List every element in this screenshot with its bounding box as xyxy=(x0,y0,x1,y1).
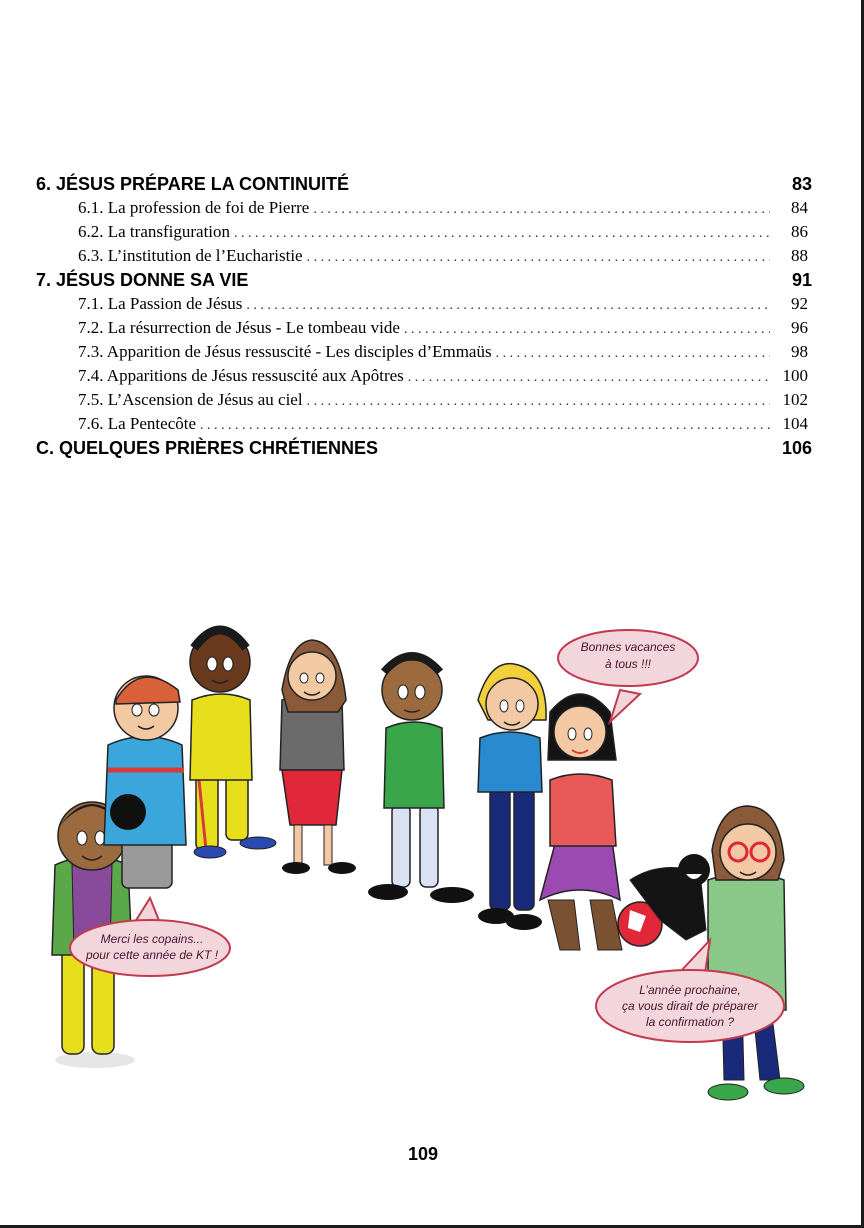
toc-heading-section-7[interactable] xyxy=(36,268,812,292)
child-figure-glasses-girl xyxy=(708,806,804,1100)
toc-entry-label: 7.3. Apparition de Jésus ressuscité - Les disciples d’Emmaüs xyxy=(78,342,492,361)
child-figure-braids-girl xyxy=(190,630,276,858)
child-figure-blonde-girl xyxy=(478,664,546,930)
toc-leader-dots xyxy=(408,366,770,390)
children-illustration xyxy=(0,600,864,1120)
bubble-text-line: Bonnes vacances xyxy=(580,640,676,654)
toc-heading-title: C. QUELQUES PRIÈRES CHRÉTIENNES xyxy=(36,438,379,458)
toc-entry[interactable] xyxy=(36,196,812,220)
bubble-text-line: à tous !!! xyxy=(604,657,652,671)
toc-entry[interactable] xyxy=(36,412,812,436)
toc-entry-page: 96 xyxy=(791,318,808,337)
toc-leader-dots xyxy=(246,294,770,318)
page-number: 109 xyxy=(407,1144,439,1164)
toc-entry[interactable] xyxy=(36,364,812,388)
bubble-text-line: L’année prochaine, xyxy=(639,983,741,997)
toc-entry-page: 88 xyxy=(791,246,808,265)
toc-heading-page: 106 xyxy=(781,438,812,458)
bubble-text-line: ça vous dirait de préparer xyxy=(621,999,759,1013)
toc-heading-title: 7. JÉSUS DONNE SA VIE xyxy=(36,270,249,290)
toc-entry-label: 6.2. La transfiguration xyxy=(78,222,231,241)
toc-entry[interactable] xyxy=(36,244,812,268)
child-figure-green-boy xyxy=(368,656,474,903)
toc-entry-label: 7.1. La Passion de Jésus xyxy=(78,294,243,313)
toc-entry-page: 86 xyxy=(791,222,808,241)
toc-entry-label: 7.5. L’Ascension de Jésus au ciel xyxy=(78,390,303,409)
bubble-text-line: Merci les copains... xyxy=(100,932,204,946)
toc-leader-dots xyxy=(307,390,770,414)
toc-leader-dots xyxy=(496,342,770,366)
toc-leader-dots xyxy=(234,222,770,246)
toc-entry-label: 7.4. Apparitions de Jésus ressuscité aux Apôtres xyxy=(78,366,404,385)
toc-entry-page: 92 xyxy=(791,294,808,313)
toc-entry-page: 98 xyxy=(791,342,808,361)
toc-heading-page: 91 xyxy=(791,270,812,290)
toc-heading-section-6[interactable] xyxy=(36,172,812,196)
toc-entry[interactable] xyxy=(36,292,812,316)
toc-entry-label: 6.3. L’institution de l’Eucharistie xyxy=(78,246,303,265)
toc-entry-page: 84 xyxy=(791,198,808,217)
bubble-text-line: pour cette année de KT ! xyxy=(85,948,219,962)
toc-entry-page: 104 xyxy=(782,414,808,433)
toc-entry-label: 7.6. La Pentecôte xyxy=(78,414,197,433)
toc-leader-dots xyxy=(307,246,770,270)
toc-heading-page: 83 xyxy=(791,174,812,194)
toc-leader-dots xyxy=(200,414,770,438)
toc-entry[interactable] xyxy=(36,220,812,244)
child-figure-dark-hair-girl xyxy=(540,694,622,950)
toc-entry[interactable] xyxy=(36,388,812,412)
toc-entry-label: 7.2. La résurrection de Jésus - Le tombeau vide xyxy=(78,318,400,337)
toc-leader-dots xyxy=(404,318,770,342)
toc-entry-page: 102 xyxy=(782,390,808,409)
toc-entry-page: 100 xyxy=(782,366,808,385)
toc-entry[interactable] xyxy=(36,316,812,340)
table-of-contents xyxy=(36,172,812,460)
bubble-text-line: la confirmation ? xyxy=(645,1015,735,1029)
child-figure-brunette-girl xyxy=(280,640,356,874)
toc-heading-section-c[interactable] xyxy=(36,436,812,460)
toc-leader-dots xyxy=(313,198,770,222)
toc-entry[interactable] xyxy=(36,340,812,364)
toc-heading-title: 6. JÉSUS PRÉPARE LA CONTINUITÉ xyxy=(36,174,350,194)
cat-with-ball xyxy=(618,854,710,946)
toc-entry-label: 6.1. La profession de foi de Pierre xyxy=(78,198,310,217)
